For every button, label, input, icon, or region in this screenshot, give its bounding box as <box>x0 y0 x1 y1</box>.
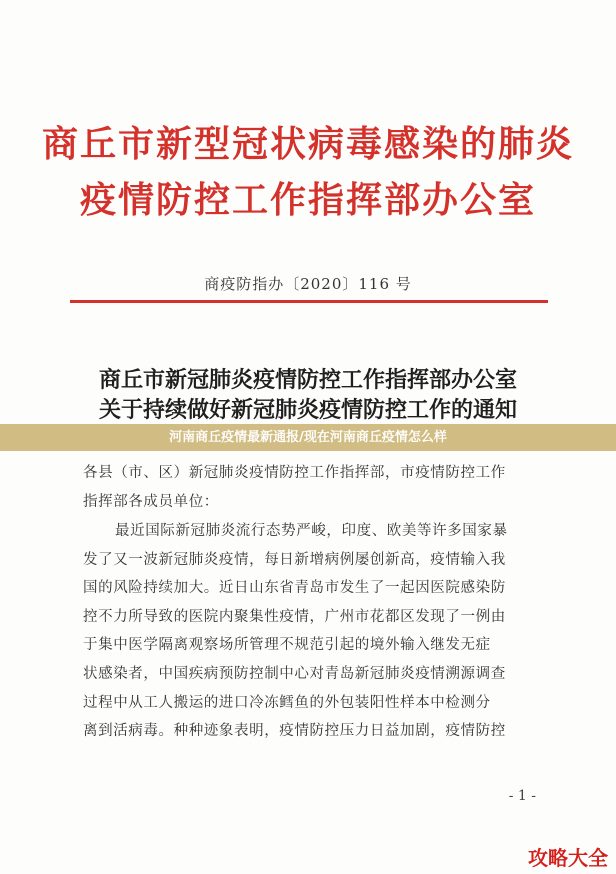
notice-title-line-2: 关于持续做好新冠肺炎疫情防控工作的通知 <box>98 397 517 423</box>
caption-banner[interactable]: 河南商丘疫情最新通报/现在河南商丘疫情怎么样 <box>0 424 616 451</box>
paragraph-line: 控不力所导致的医院内聚集性疫情，广州市花都区发现了一例由 <box>83 608 506 625</box>
paragraph-line: 最近国际新冠肺炎流行态势严峻，印度、欧美等许多国家暴 <box>115 523 508 539</box>
addressee <box>83 459 543 516</box>
paragraph-line: 发了又一波新冠肺炎疫情，每日新增病例屡创新高，疫情输入我 <box>83 551 506 568</box>
red-divider <box>70 300 548 303</box>
agency-title-line-1: 商丘市新型冠状病毒感染的肺炎 <box>41 123 574 165</box>
paragraph-line: 于集中医学隔离观察场所管理不规范引起的境外输入继发无症 <box>83 637 491 654</box>
paragraph-line: 离到活病毒。种种迹象表明，疫情防控压力日益加剧，疫情防控 <box>83 723 506 740</box>
site-watermark: 攻略大全 <box>528 846 608 870</box>
paragraph-line: 过程中从工人搬运的进口冷冻鳕鱼的外包装阳性样本中检测分 <box>83 694 491 711</box>
agency-title-line-2: 疫情防控工作指挥部办公室 <box>79 179 536 221</box>
paragraph-line: 国的风险持续加大。近日山东省青岛市发生了一起因医院感染防 <box>83 580 506 597</box>
addressee-line: 指挥部各成员单位： <box>83 493 219 510</box>
page-number: - 1 - <box>508 788 536 804</box>
notice-title-line-1: 商丘市新冠肺炎疫情防控工作指挥部办公室 <box>98 367 517 393</box>
paragraph-line: 状感染者，中国疾病预防控制中心对青岛新冠肺炎疫情溯源调查 <box>83 665 506 682</box>
addressee-line: 各县（市、区）新冠肺炎疫情防控工作指挥部，市疫情防控工作 <box>83 465 506 481</box>
document-number: 商疫防指办〔2020〕116 号 <box>204 275 412 293</box>
body-paragraph <box>83 517 543 746</box>
